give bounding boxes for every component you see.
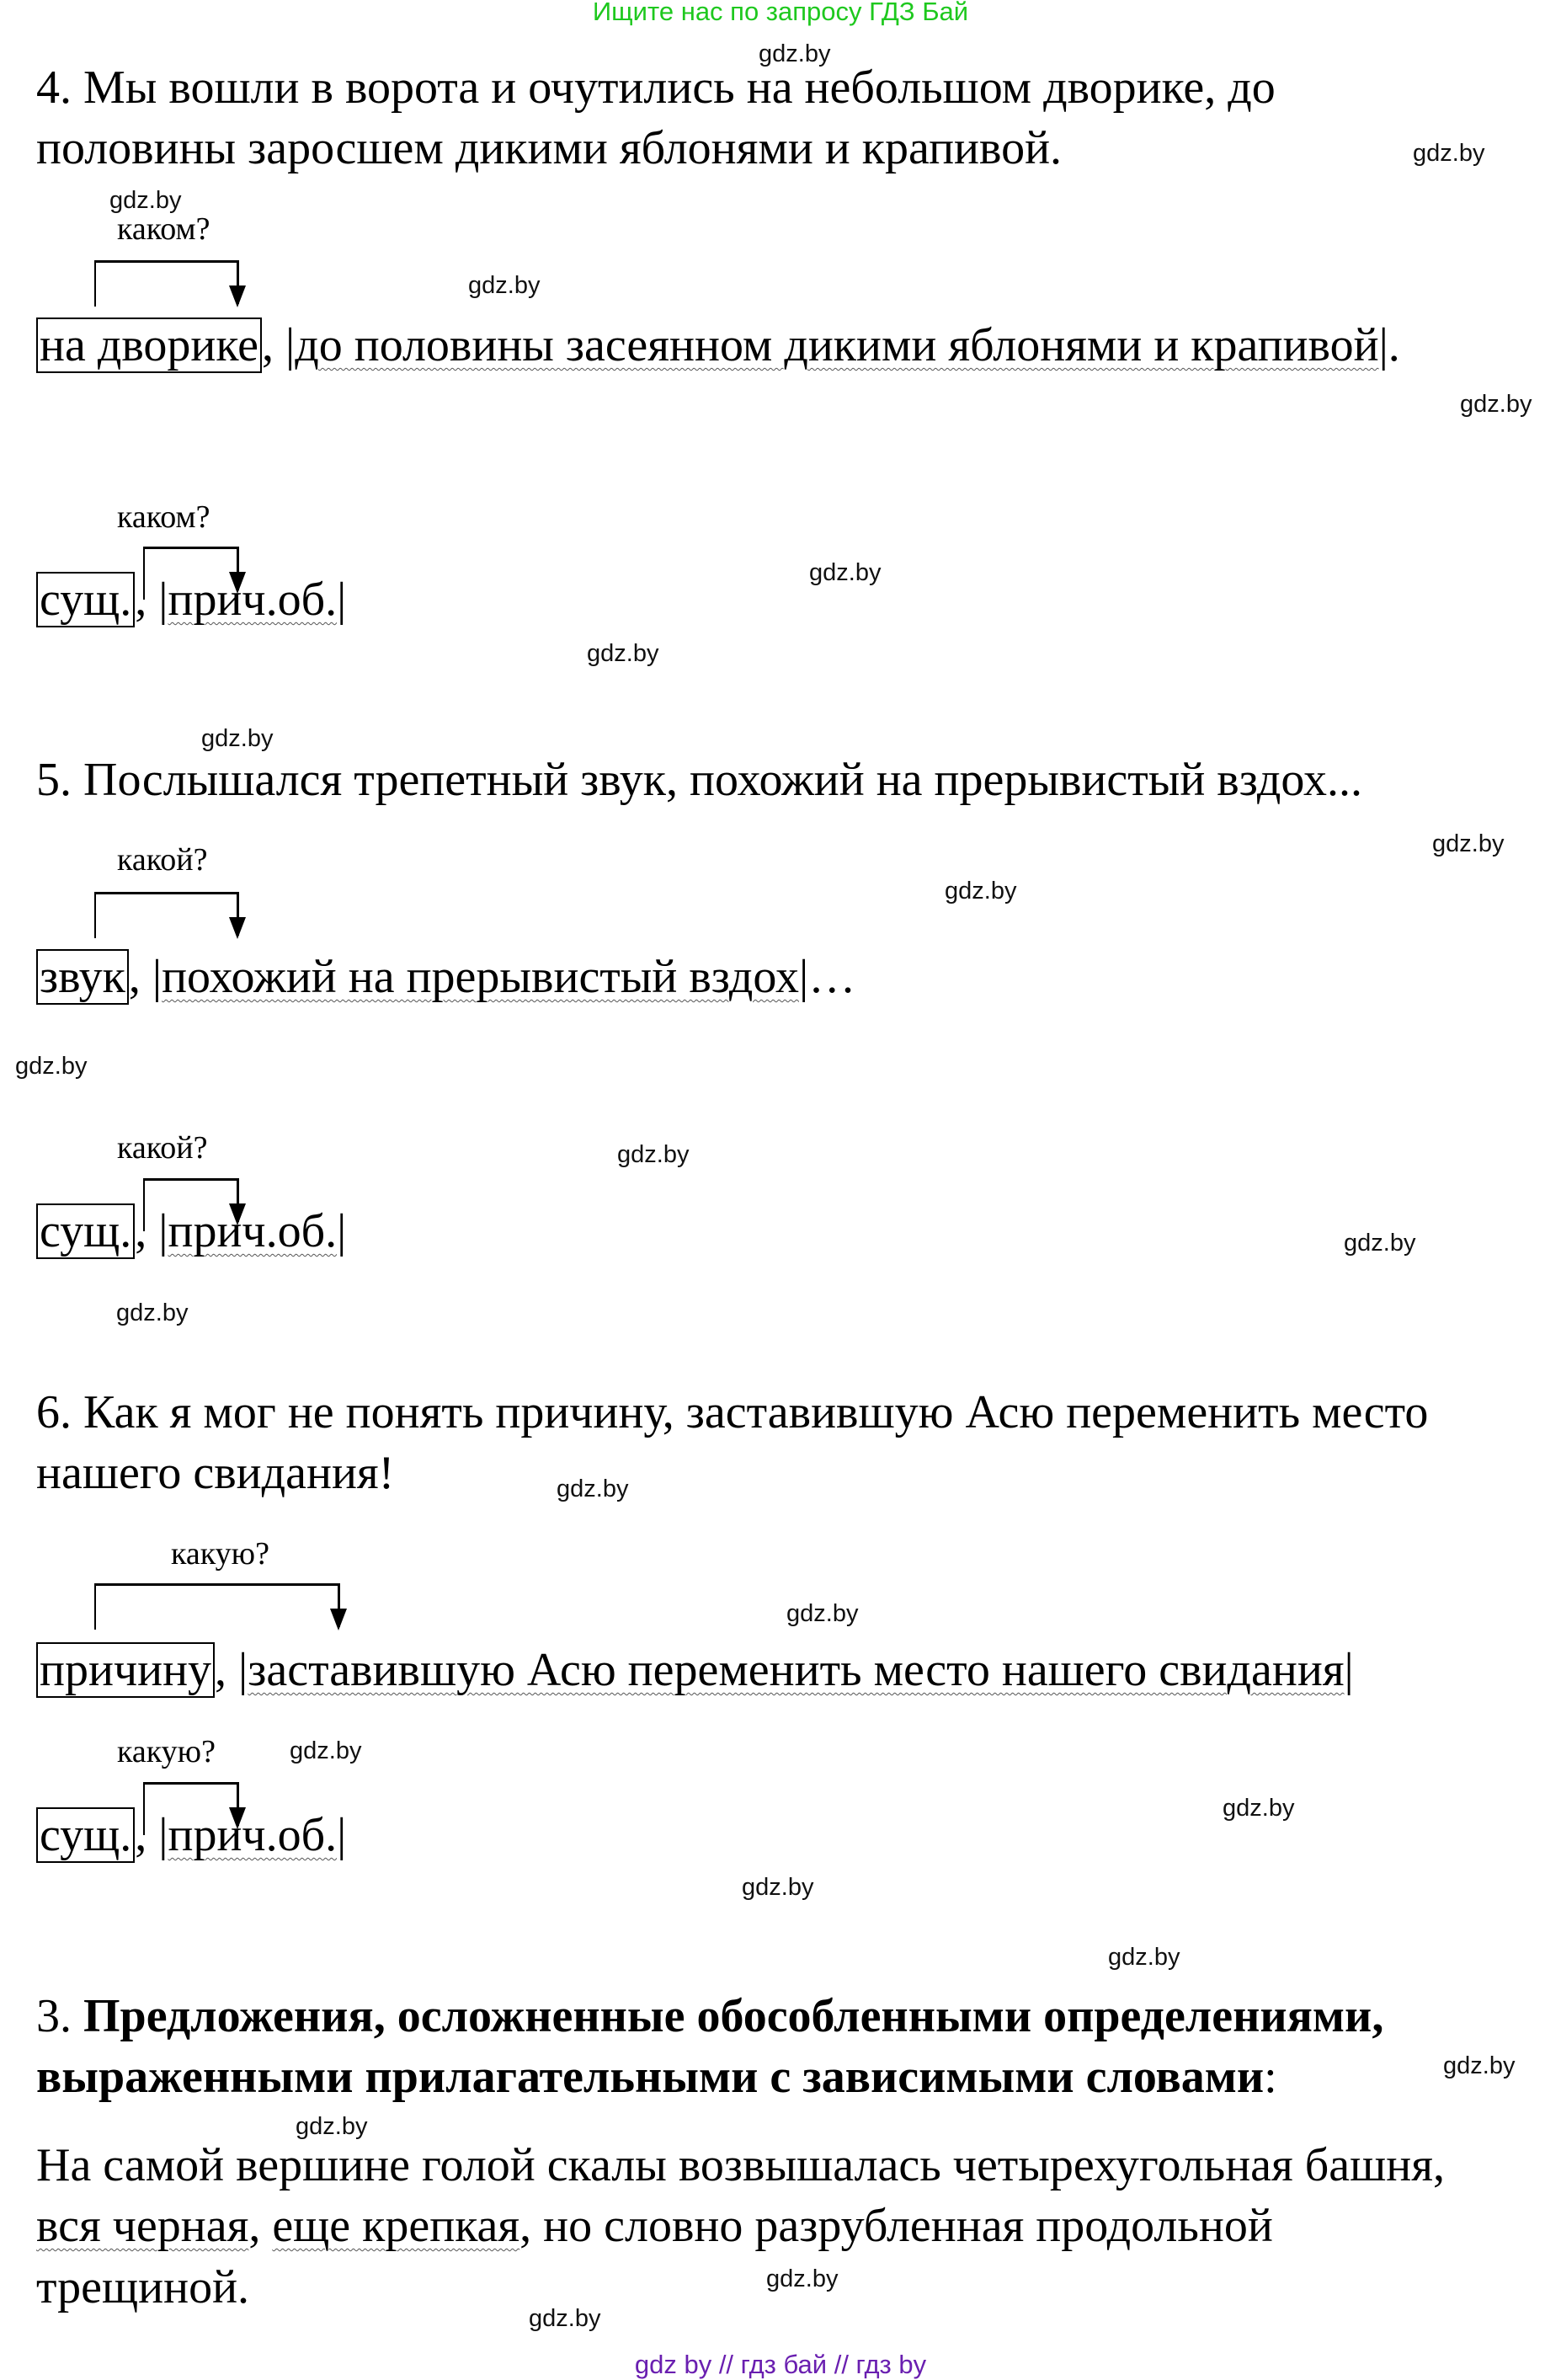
watermark: gdz.by <box>290 1737 362 1764</box>
separator: , | <box>135 1205 168 1257</box>
search-hint-banner[interactable]: Ищите нас по запросу ГДЗ Бай <box>592 0 969 26</box>
sentence-5-scheme <box>36 1204 346 1258</box>
scheme-participle: прич.об. <box>168 574 338 626</box>
separator: , <box>248 2200 273 2252</box>
watermark: gdz.by <box>1443 2052 1516 2079</box>
separator: | <box>1344 1644 1354 1696</box>
arrow-down-icon <box>338 1583 340 1627</box>
sentence-4-analysis <box>36 318 1400 372</box>
watermark: gdz.by <box>557 1475 629 1502</box>
separator: , | <box>135 1809 168 1861</box>
section-number: 3. <box>36 1990 83 2042</box>
isolated-definition: еще крепкая <box>272 2200 520 2252</box>
question-label: какой? <box>117 1130 208 1166</box>
separator: | <box>337 1205 347 1257</box>
scheme-noun: сущ. <box>36 572 135 627</box>
watermark: gdz.by <box>109 187 182 214</box>
question-label: каком? <box>117 211 210 247</box>
separator: |… <box>799 951 856 1003</box>
colon: : <box>1264 2051 1277 2103</box>
scheme-participle: прич.об. <box>168 1809 338 1861</box>
participle-phrase: похожий на прерывистый вздох <box>162 951 800 1003</box>
watermark: gdz.by <box>809 559 882 586</box>
example-line-1: На самой вершине голой скалы возвышалась четырехугольная башня, <box>36 2139 1445 2191</box>
watermark: gdz.by <box>786 1600 859 1627</box>
section-title: выраженными прилагательными с зависимыми словами <box>36 2051 1265 2103</box>
sentence-4-line-1: 4. Мы вошли в ворота и очутились на небольшом дворике, до <box>36 61 1276 114</box>
dependency-bracket <box>94 892 239 938</box>
watermark: gdz.by <box>15 1053 88 1080</box>
separator: | <box>337 1809 347 1861</box>
separator: , | <box>262 319 296 371</box>
separator: , | <box>128 951 162 1003</box>
watermark: gdz.by <box>1413 140 1485 167</box>
scheme-noun: сущ. <box>36 1203 135 1259</box>
watermark: gdz.by <box>617 1141 690 1168</box>
question-label: какую? <box>171 1536 269 1572</box>
question-label: какой? <box>117 842 208 878</box>
watermark: gdz.by <box>468 272 541 299</box>
separator: |. <box>1378 319 1400 371</box>
sentence-6-line-1: 6. Как я мог не понять причину, заставившую Асю переменить место <box>36 1386 1429 1438</box>
separator: , | <box>215 1644 248 1696</box>
section-3-title-line-1 <box>36 1989 1383 2043</box>
sentence-5-analysis <box>36 950 855 1004</box>
participle-phrase: заставившую Асю переменить место нашего свидания <box>248 1644 1345 1696</box>
dependency-bracket <box>94 1583 340 1630</box>
watermark: gdz.by <box>587 640 659 667</box>
sentence-6-analysis <box>36 1643 1354 1697</box>
defined-noun: причину <box>36 1642 215 1698</box>
separator: , | <box>135 574 168 626</box>
sentence-6-line-2: нашего свидания! <box>36 1447 395 1499</box>
isolated-definition: вся черная <box>36 2200 249 2252</box>
question-label: какую? <box>117 1734 216 1769</box>
scheme-participle: прич.об. <box>168 1205 338 1257</box>
arrow-down-icon <box>237 892 239 936</box>
section-3-title-line-2 <box>36 2050 1277 2104</box>
section-title: Предложения, осложненные обособленными определениями, <box>83 1990 1384 2042</box>
watermark: gdz.by <box>742 1874 814 1901</box>
watermark: gdz.by <box>1460 391 1532 418</box>
watermark: gdz.by <box>1108 1944 1180 1971</box>
watermark: gdz.by <box>766 2265 839 2292</box>
example-text: , но словно разрубленная продольной <box>519 2200 1273 2252</box>
watermark: gdz.by <box>296 2113 368 2140</box>
scheme-noun: сущ. <box>36 1807 135 1863</box>
example-line-3: трещиной. <box>36 2261 250 2313</box>
separator: | <box>337 574 347 626</box>
dependency-bracket <box>94 260 239 307</box>
participle-phrase: до половины засеянном дикими яблонями и крапивой <box>295 319 1379 371</box>
watermark: gdz.by <box>1344 1230 1416 1257</box>
watermark: gdz.by <box>1223 1795 1295 1822</box>
question-label: каком? <box>117 499 210 535</box>
watermark: gdz.by <box>529 2305 601 2332</box>
watermark: gdz.by <box>759 40 831 67</box>
defined-noun: звук <box>36 949 129 1005</box>
defined-noun: на дворике <box>36 318 262 373</box>
watermark: gdz.by <box>1432 830 1505 857</box>
example-line-2 <box>36 2199 1273 2253</box>
sentence-4-line-2: половины заросшем дикими яблонями и крапивой. <box>36 122 1063 174</box>
arrow-down-icon <box>237 260 239 304</box>
watermark: gdz.by <box>201 725 274 752</box>
watermark: gdz.by <box>116 1299 189 1326</box>
watermark: gdz.by <box>945 878 1017 905</box>
sentence-5-line-1: 5. Послышался трепетный звук, похожий на прерывистый вздох... <box>36 754 1362 806</box>
sentence-6-scheme <box>36 1808 346 1862</box>
footer-links[interactable]: gdz by // гдз бай // гдз by <box>634 2350 927 2379</box>
sentence-4-scheme <box>36 573 346 627</box>
